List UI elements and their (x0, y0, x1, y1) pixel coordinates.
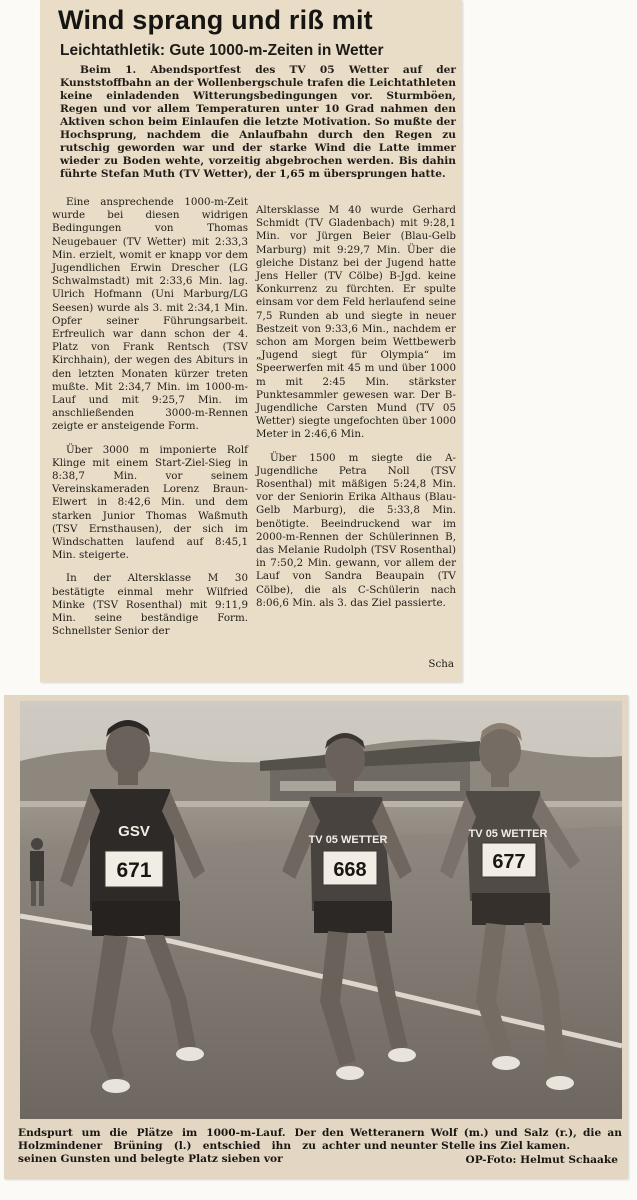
race-photo (20, 701, 622, 1119)
shirt-text-tv05-middle: TV 05 WETTER (308, 834, 388, 846)
shirt-text-tv05-right: TV 05 WETTER (468, 828, 548, 840)
article-column-left (52, 196, 248, 649)
bib-number-671: 671 (116, 859, 152, 882)
left-paragraph-1: Eine ansprechende 1000-m-Zeit wurde bei diesen widrigen Bedingungen von Thomas Neugebauer (TV Wetter) mit 2:33,3 Min. erzielt, womit er knapp vor dem Jugendlichen Erwin Drescher (LG Schwalmstadt) mit 2:33,6 Min. lag. Ulrich Hofmann (Uni Marburg/LG Seesen) wurde als 3. mit 2:34,1 Min. Opfer seiner Führungsarbeit. Erfreulich war dann schon der 4. Platz von Frank Rentsch (TSV Kirchhain), der wegen des Abiturs in den letzten Monaten kürzer treten mußte. Mit 2:34,7 Min. im 1000-m-Lauf und mit 9:25,7 Min. im anschließenden 3000-m-Rennen zeigte er ansteigende Form. (52, 196, 248, 433)
headline: Wind sprang und riß mit (58, 5, 373, 35)
subheadline: Leichtathletik: Gute 1000-m-Zeiten in Wetter (60, 42, 384, 59)
left-paragraph-3: In der Altersklasse M 30 bestätigte einmal mehr Wilfried Minke (TSV Rosenthal) mit 9:11,9 Min. seine beständige Form. Schnellster Senior der (52, 572, 248, 638)
photo-caption-left: Endspurt um die Plätze im 1000-m-Lauf. Der Holzmindener Brüning (l.) entschied ihn zu seinen Gunsten und belegte Platz sieben vor (18, 1127, 316, 1166)
byline: Scha (428, 658, 454, 670)
bib-number-668: 668 (333, 859, 367, 881)
article-clipping (40, 0, 462, 682)
right-paragraph-1: Altersklasse M 40 wurde Gerhard Schmidt (TV Gladenbach) mit 9:28,1 Min. vor Jürgen Beier (Blau-Gelb Marburg) mit 9:29,7 Min. Über die gleiche Distanz bei der Jugend hatte Jens Heller (TV Cölbe) B-Jgd. keine Konkurrenz zu fürchten. Er spulte einsam vor dem Feld herlaufend seine 7,5 Runden ab und siegte in neuer Bestzeit von 9:33,6 Min., nachdem er schon am Morgen beim Wettbewerb „Jugend siegt für Olympia“ im Speerwerfen mit 45 m und über 1000 m mit 2:45 Min. stärkster Punktesammler gewesen war. Der B-Jugendliche Carsten Mund (TV 05 Wetter) siegte ungefochten über 1000 Meter in 2:46,6 Min. (256, 204, 456, 441)
article-column-right (256, 204, 456, 620)
race-photo-graphic (20, 701, 622, 1119)
left-paragraph-2: Über 3000 m imponierte Rolf Klinge mit einem Start-Ziel-Sieg in 8:38,7 Min. vor seinem Vereinskameraden Lorenz Braun-Elwert in 8:42,6 Min. und dem starken Junior Thomas Waßmuth (TSV Ernsthausen), der sich im Windschatten laufend auf 8:45,1 Min. steigerte. (52, 443, 248, 562)
photo-credit: OP-Foto: Helmut Schaake (465, 1154, 618, 1166)
lead-paragraph: Beim 1. Abendsportfest des TV 05 Wetter auf der Kunststoffbahn an der Wollenbergschule trafen die Leichtathleten keine einladenden Witterungsbedingungen vor. Sturmböen, Regen und vor allem Temperaturen unter 10 Grad nahmen den Aktiven schon beim Einlaufen die letzte Motivation. So mußte der Hochsprung, nachdem die Anlaufbahn durch den Regen zu rutschig geworden war und der starke Wind die Latte immer wieder zu Boden wehte, vorzeitig abgebrochen werden. Bis dahin führte Stefan Muth (TV Wetter), der 1,65 m übersprungen hatte. (60, 64, 456, 180)
shirt-text-gsv: GSV (118, 823, 150, 840)
photo-caption-right: den Wetteranern Wolf (m.) und Salz (r.), die an achter und neunter Stelle ins Ziel kamen. (322, 1127, 622, 1153)
photo-clipping (4, 695, 628, 1179)
bib-number-677: 677 (492, 851, 526, 873)
right-paragraph-2: Über 1500 m siegte die A-Jugendliche Petra Noll (TSV Rosenthal) mit mäßigen 5:24,8 Min. vor der Seniorin Erika Althaus (Blau-Gelb Marburg), die 5:33,8 Min. benötigte. Beeindruckend war im 2000-m-Rennen der Schülerinnen B, das Melanie Rudolph (TSV Rosenthal) in 7:50,2 Min. gewann, vor allem der Lauf von Sandra Beaupain (TV Cölbe), die als C-Schülerin nach 8:06,6 Min. als 3. das Ziel passierte. (256, 451, 456, 609)
